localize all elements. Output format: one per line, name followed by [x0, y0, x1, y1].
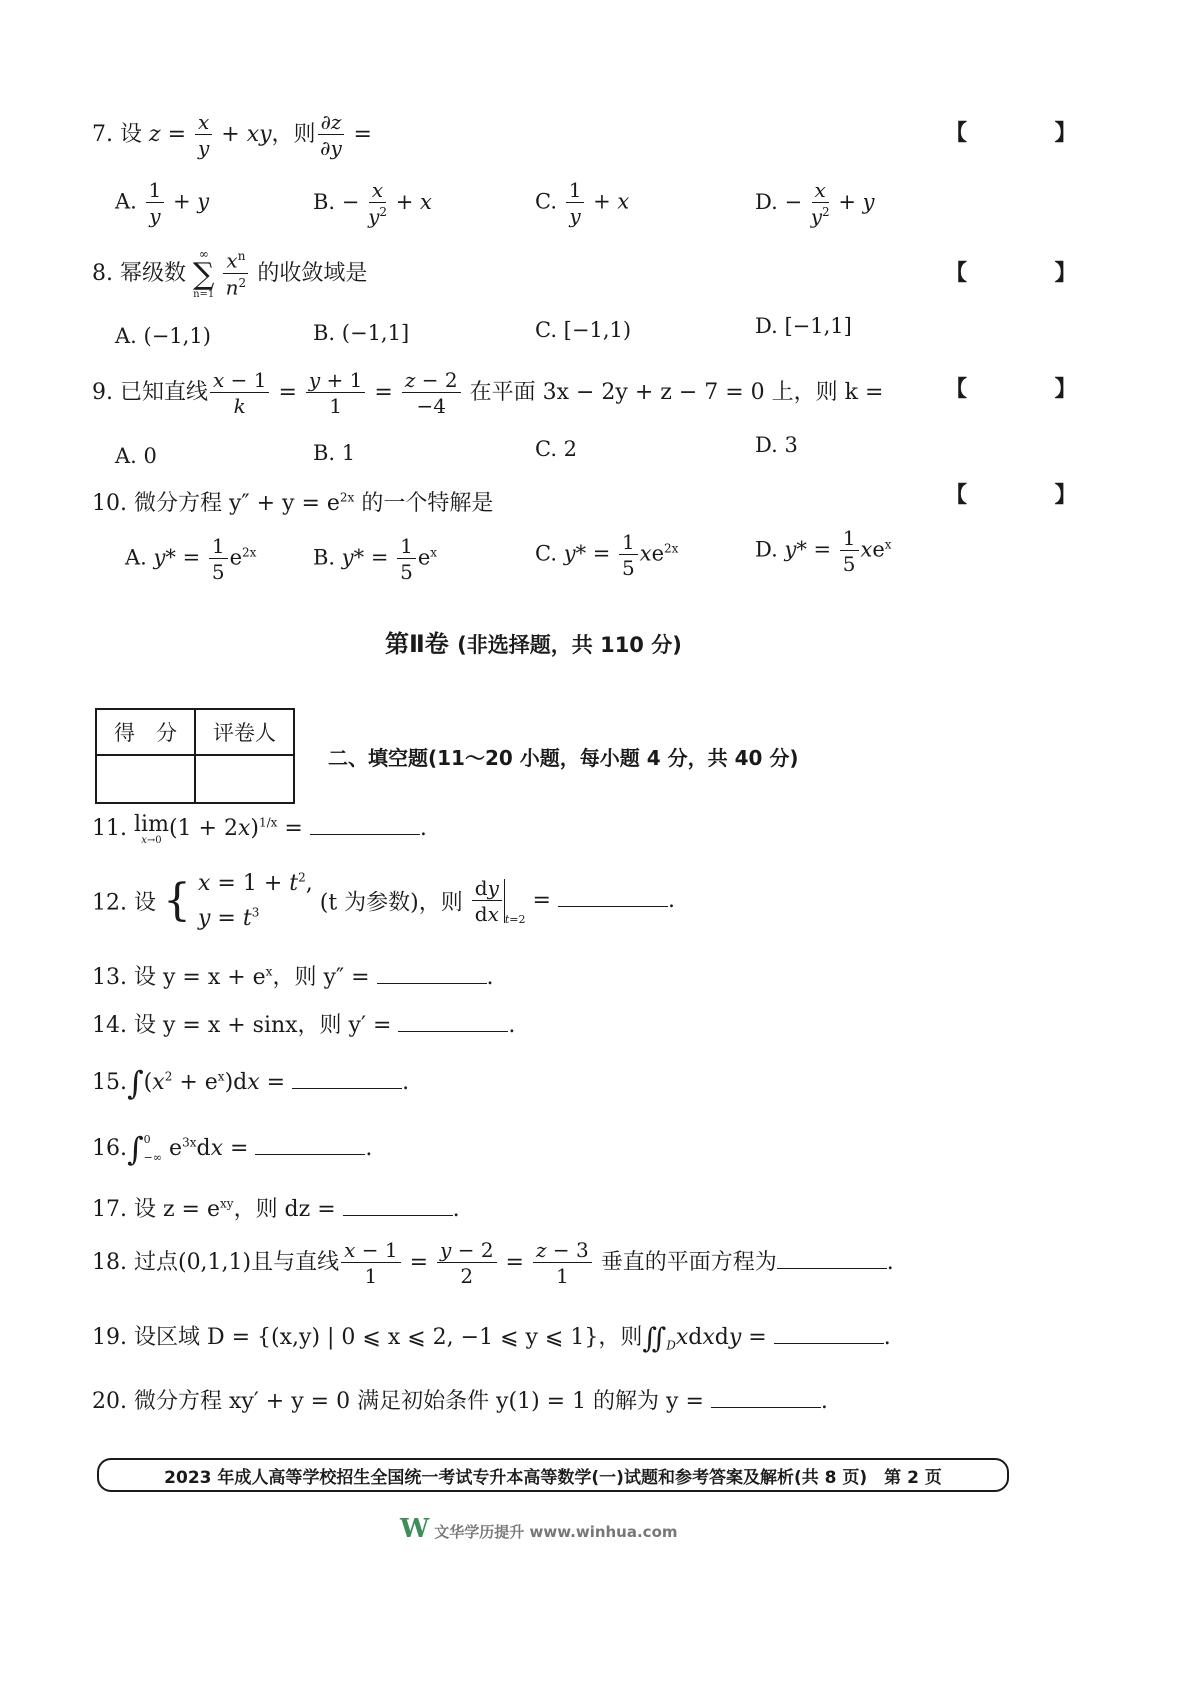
section-2-title: 第Ⅱ卷 (非选择题，共 110 分) [385, 630, 682, 658]
question-18: 18. 过点(0,1,1)且与直线 $\frac{x - 1}{1}$ = $\frac{y - 2}{2}$ = $\frac{z - 3}{1}$ 垂直的平面方程为 . [92, 1238, 894, 1288]
question-10: 10. 微分方程 $y'' + y = e^{2x}$ 的一个特解是 [92, 490, 494, 516]
q8-option-b: B. (−1,1] [313, 321, 410, 345]
question-17: 17. 设 $z = e^{xy}$，则 dz = . [92, 1196, 460, 1222]
part-2-heading: 二、填空题(11～20 小题，每小题 4 分，共 40 分) [328, 746, 799, 770]
question-13: 13. 设 $y = x + e^x$，则 y″ = . [92, 964, 494, 990]
score-table [95, 708, 295, 804]
q10-option-a: A. y* = $\frac{1}{5}$ $e^{2x}$ [125, 534, 257, 584]
blank-20[interactable] [711, 1387, 821, 1408]
score-cell [96, 755, 195, 803]
question-12: 12. 设 { $x = 1 + t^2$, $y = t^3$ (t 为参数)，则 $\frac{dy}{dx}$ $_{t=2}$ = . [92, 870, 675, 932]
watermark-text: 文华学历提升 www.winhua.com [434, 1523, 678, 1541]
blank-14[interactable] [398, 1011, 508, 1032]
blank-16[interactable] [255, 1134, 365, 1155]
blank-11[interactable] [310, 814, 420, 835]
q8-stem-prefix: 8. 幂级数 [92, 261, 186, 286]
q8-stem-suffix: 的收敛域是 [257, 261, 368, 286]
question-9: 9. 已知直线 $\frac{x - 1}{k}$ = $\frac{y + 1}{1}$ = $\frac{z - 2}{-4}$ 在平面 3x − 2y + z − 7 = 0 上，则 k = [92, 368, 884, 418]
question-8: 8. 幂级数 ∞ ∑ n=1 $\frac{x^n}{n^2}$ 的收敛域是 [92, 247, 368, 300]
q7-option-d: D. − $\frac{x}{y^2}$ + y [755, 178, 875, 229]
q7-option-b: B. − $\frac{x}{y^2}$ + x [313, 178, 432, 229]
q7-option-c: C. $\frac{1}{y}$ + x [535, 178, 630, 228]
watermark [400, 1514, 678, 1544]
question-14: 14. 设 y = x + sinx，则 y′ = . [92, 1013, 516, 1038]
q8-option-a: A. (−1,1) [115, 324, 211, 348]
q8-answer-bracket: 【 】 [945, 261, 1117, 286]
q10-option-c: C. y* = $\frac{1}{5}$ $xe^{2x}$ [535, 530, 679, 580]
question-11: 11. lim x→0 $(1 + 2x)^{1/x}$ = . [92, 812, 427, 846]
question-7: 7. 设 z = $\frac{x}{y}$ + xy，则 $\frac{\partial z}{\partial y}$ = [92, 110, 372, 160]
blank-15[interactable] [292, 1068, 402, 1089]
score-header: 得 分 [96, 709, 195, 755]
blank-13[interactable] [377, 963, 487, 984]
winhua-logo-icon: W [400, 1514, 430, 1544]
q7-stem-mid: ，则 [271, 122, 316, 147]
blank-19[interactable] [774, 1323, 884, 1344]
question-19: 19. 设区域 D = {(x,y) | 0 ⩽ x ⩽ 2, −1 ⩽ y ⩽ 1}，则$∬_Dxdxdy$ = . [92, 1321, 891, 1355]
q9-option-a: A. 0 [115, 444, 157, 468]
q10-option-b: B. y* = $\frac{1}{5}$ $e^x$ [313, 534, 438, 584]
blank-17[interactable] [343, 1195, 453, 1216]
page-footer: 2023 年成人高等学校招生全国统一考试专升本高等数学(一)试题和参考答案及解析(共 8 页) 第 2 页 [97, 1458, 1009, 1492]
grader-header: 评卷人 [195, 709, 294, 755]
q9-option-c: C. 2 [535, 437, 578, 461]
question-20: 20. 微分方程 xy′ + y = 0 满足初始条件 y(1) = 1 的解为 y = . [92, 1389, 828, 1414]
question-16: 16.∫ 0 −∞ $e^{3x}dx$ = . [92, 1130, 373, 1168]
q7-option-a: A. $\frac{1}{y}$ + y [115, 178, 210, 228]
q9-option-d: D. 3 [755, 433, 798, 457]
blank-12[interactable] [558, 886, 668, 907]
q9-stem-prefix: 9. 已知直线 [92, 380, 208, 405]
question-15: $15.\int(x^2 + e^x)dx$ = . [92, 1064, 410, 1102]
q7-stem-prefix: 7. 设 [92, 122, 149, 147]
q9-answer-bracket: 【 】 [945, 377, 1117, 402]
q7-answer-bracket: 【 】 [945, 121, 1117, 146]
q9-option-b: B. 1 [313, 441, 356, 465]
q9-stem-mid: 在平面 3x − 2y + z − 7 = 0 上，则 k = [469, 380, 884, 405]
q8-option-c: C. [−1,1) [535, 318, 632, 342]
q10-option-d: D. y* = $\frac{1}{5}$ $xe^x$ [755, 526, 892, 576]
blank-18[interactable] [777, 1248, 887, 1269]
q10-answer-bracket: 【 】 [945, 483, 1117, 508]
grader-cell [195, 755, 294, 803]
q8-option-d: D. [−1,1] [755, 314, 852, 338]
